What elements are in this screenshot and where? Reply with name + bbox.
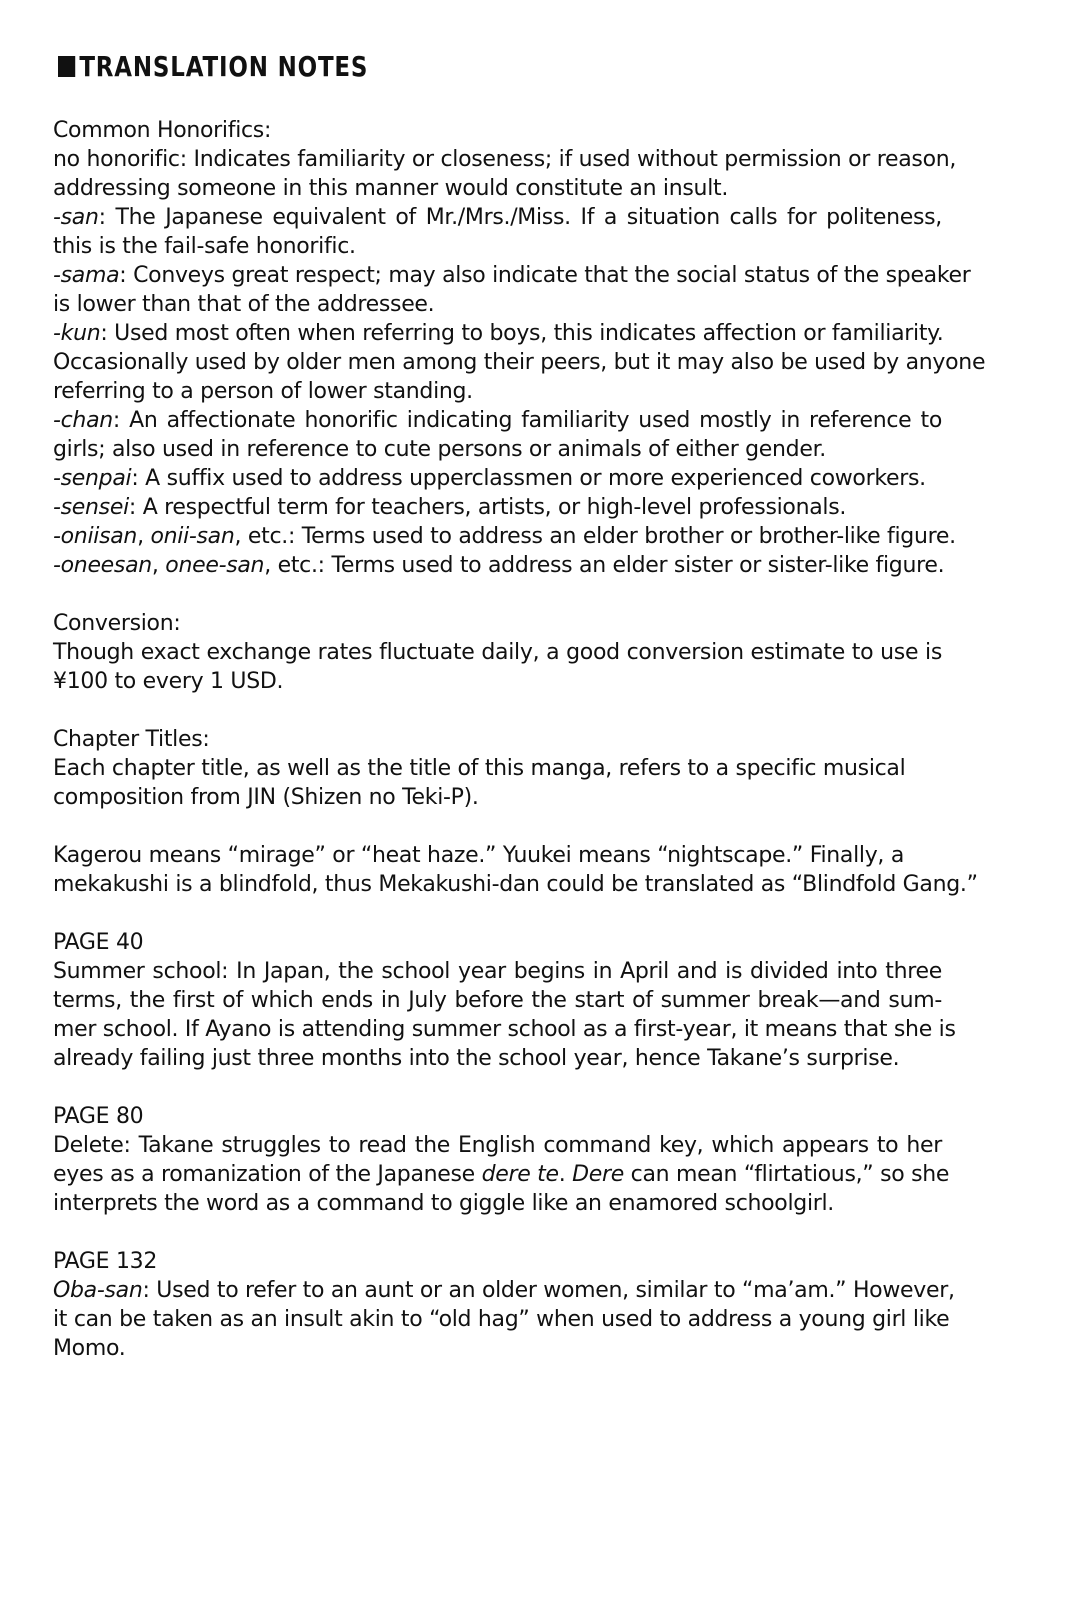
note-line: mer school. If Ayano is attending summer school as a first-year, it means that she is [53,1017,956,1042]
note-line: Though exact exchange rates fluctuate daily, a good conversion estimate to use is [53,640,942,665]
note-line [53,1276,955,1305]
note-text: : Used to refer to an aunt or an older women, similar to “ma’am.” However, [142,1278,955,1303]
honorific-term: -oneesan [53,553,152,578]
honorific-term: -san [53,205,99,230]
italic-term: Dere [572,1162,624,1187]
note-line: Kagerou means “mirage” or “heat haze.” Yuukei means “nightscape.” Finally, a [53,843,905,868]
page-132-heading: PAGE 132 [53,1249,158,1274]
note-text: : Conveys great respect; may also indicate that the social status of the speaker [119,263,971,288]
note-text: : An affectionate honorific indicating familiarity used mostly in reference to [112,408,942,433]
italic-term: Oba-san [53,1278,143,1303]
spacer [53,1073,942,1102]
note-text: : A respectful term for teachers, artists, or high-level professionals. [128,495,847,520]
note-line: Occasionally used by older men among their peers, but it may also be used by anyone [53,350,986,375]
spacer [53,580,942,609]
note-text: eyes as a romanization of the Japanese [53,1162,482,1187]
note-line: this is the fail-safe honorific. [53,234,356,259]
note-text: : Used most often when referring to boys, this indicates affection or familiarity. [100,321,944,346]
note-text: : The Japanese equivalent of Mr./Mrs./Miss. If a situation calls for politeness, [98,205,942,230]
note-text: , [151,553,166,578]
note-line: interprets the word as a command to giggle like an enamored schoolgirl. [53,1191,835,1216]
note-text: can mean “flirtatious,” so she [623,1162,950,1187]
note-line: addressing someone in this manner would constitute an insult. [53,176,729,201]
note-line: terms, the first of which ends in July before the start of summer break—and sum- [53,988,942,1013]
note-line [53,551,945,580]
note-line: is lower than that of the addressee. [53,292,435,317]
honorific-term: onee-san [165,553,265,578]
note-line: it can be taken as an insult akin to “old hag” when used to address a young girl like [53,1307,950,1332]
spacer [53,696,942,725]
note-text: . [558,1162,573,1187]
note-line: girls; also used in reference to cute persons or animals of either gender. [53,437,827,462]
honorific-term: -kun [53,321,101,346]
chapter-titles-heading: Chapter Titles: [53,727,210,752]
note-line [53,203,942,232]
note-text: , etc.: Terms used to address an elder brother or brother-like figure. [234,524,956,549]
note-line: Summer school: In Japan, the school year begins in April and is divided into three [53,959,942,984]
spacer [53,812,942,841]
note-line: Each chapter title, as well as the title of this manga, refers to a specific musical [53,756,906,781]
note-line [53,493,942,522]
note-line [53,1160,950,1189]
honorifics-heading: Common Honorifics: [53,118,272,143]
note-line: Momo. [53,1336,126,1361]
spacer [53,1218,942,1247]
note-line: referring to a person of lower standing. [53,379,473,404]
page-40-heading: PAGE 40 [53,930,144,955]
note-text: , etc.: Terms used to address an elder sister or sister-like figure. [264,553,945,578]
notes-body [53,116,986,1363]
note-line: mekakushi is a blindfold, thus Mekakushi-dan could be translated as “Blindfold Gang.” [53,872,978,897]
note-line [53,261,971,290]
page-80-heading: PAGE 80 [53,1104,144,1129]
conversion-heading: Conversion: [53,611,181,636]
honorific-term: -oniisan [53,524,138,549]
note-line: composition from JIN (Shizen no Teki-P). [53,785,479,810]
note-line [53,319,942,348]
italic-term: dere te [481,1162,559,1187]
honorific-term: -sensei [53,495,129,520]
note-line: Delete: Takane struggles to read the English command key, which appears to her [53,1133,942,1158]
page-title-text: TRANSLATION NOTES [79,50,369,83]
page-title [58,50,368,83]
square-bullet-icon [58,56,75,77]
note-line [53,522,956,551]
note-line [53,464,942,493]
note-text: : A suffix used to address upperclassmen or more experienced coworkers. [131,466,926,491]
note-text: , [137,524,151,549]
honorific-term: onii-san [150,524,235,549]
honorific-term: -chan [53,408,113,433]
note-line [53,406,942,435]
honorific-term: -senpai [53,466,132,491]
note-line: no honorific: Indicates familiarity or closeness; if used without permission or reason, [53,147,957,172]
note-line: ¥100 to every 1 USD. [53,669,284,694]
honorific-term: -sama [53,263,120,288]
note-line: already failing just three months into the school year, hence Takane’s surprise. [53,1046,900,1071]
spacer [53,899,942,928]
